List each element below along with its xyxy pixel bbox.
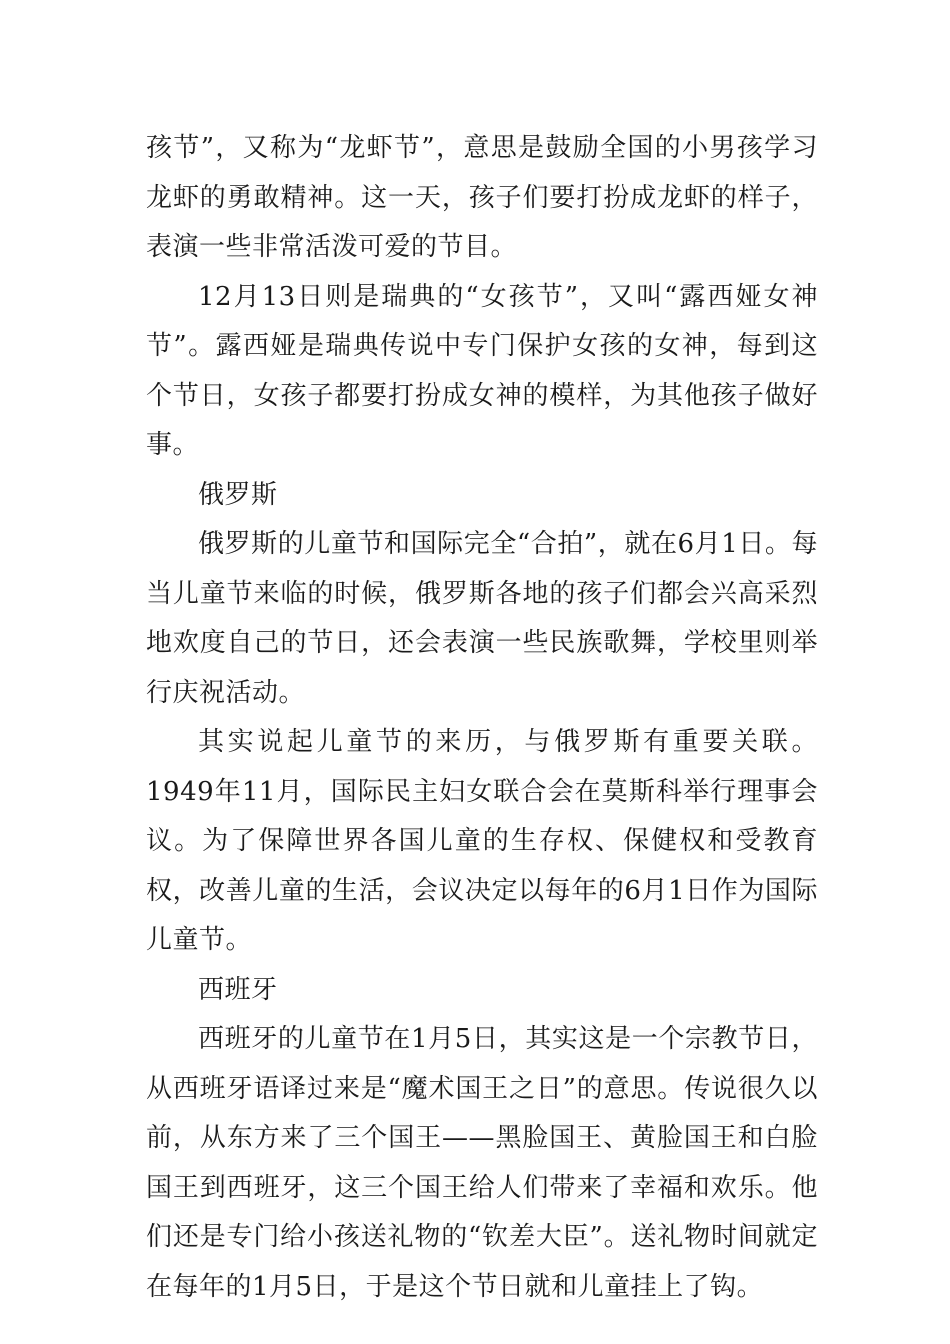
paragraph-continuation: 孩节”，又称为“龙虾节”，意思是鼓励全国的小男孩学习龙虾的勇敢精神。这一天，孩子们要打扮成龙虾的样子，表演一些非常活泼可爱的节目。 xyxy=(146,133,818,262)
paragraph-russia-childrens-day: 俄罗斯的儿童节和国际完全“合拍”，就在6月1日。每当儿童节来临的时候，俄罗斯各地的孩子们都会兴高采烈地欢度自己的节日，还会表演一些民族歌舞，学校里则举行庆祝活动。 xyxy=(146,529,818,708)
paragraph-childrens-day-origin: 其实说起儿童节的来历，与俄罗斯有重要关联。1949年11月，国际民主妇女联合会在莫斯科举行理事会议。为了保障世界各国儿童的生存权、保健权和受教育权，改善儿童的生活，会议决定以每年的6月1日作为国际儿童节。 xyxy=(146,727,818,955)
paragraph-sweden-girls-day: 12月13日则是瑞典的“女孩节”，又叫“露西娅女神节”。露西娅是瑞典传说中专门保护女孩的女神，每到这个节日，女孩子都要打扮成女神的模样，为其他孩子做好事。 xyxy=(146,281,818,460)
document-body xyxy=(146,124,818,1312)
paragraph-spain-childrens-day: 西班牙的儿童节在1月5日，其实这是一个宗教节日，从西班牙语译过来是“魔术国王之日”的意思。传说很久以前，从东方来了三个国王——黑脸国王、黄脸国王和白脸国王到西班牙，这三个国王给人们带来了幸福和欢乐。他们还是专门给小孩送礼物的“钦差大臣”。送礼物时间就定在每年的1月5日，于是这个节日就和儿童挂上了钩。 xyxy=(146,1024,818,1302)
section-heading-spain: 西班牙 xyxy=(198,974,278,1005)
section-heading-russia: 俄罗斯 xyxy=(198,479,278,510)
